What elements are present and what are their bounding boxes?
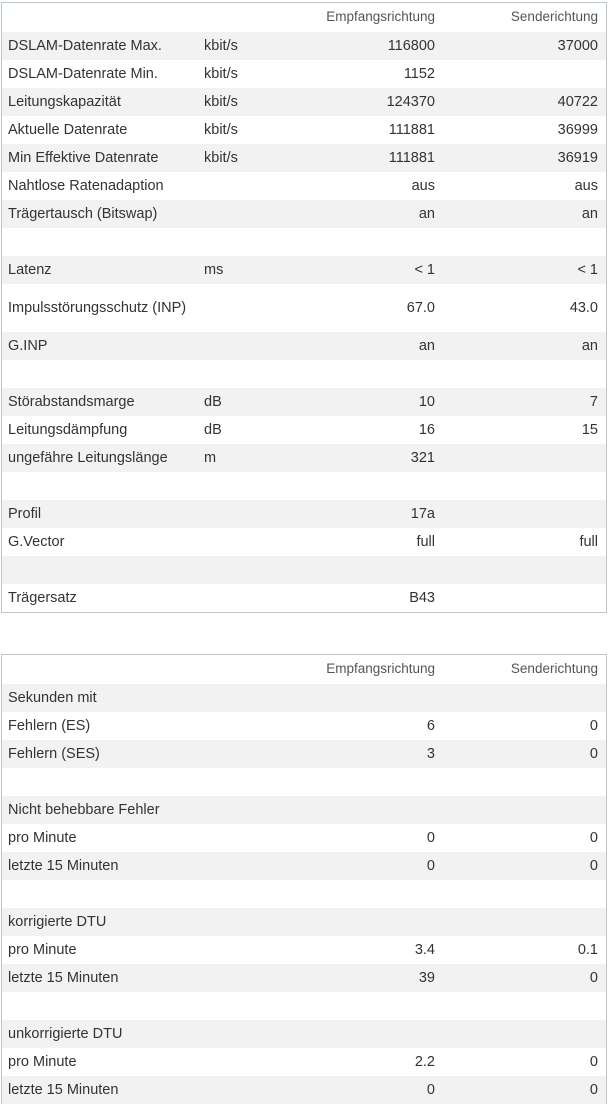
row-label: letzte 15 Minuten <box>8 857 119 874</box>
header-upstream: Senderichtung <box>510 661 598 677</box>
row-downstream-value: < 1 <box>414 261 435 278</box>
row-label <box>2 228 205 256</box>
row-upstream-value: 37000 <box>557 37 598 54</box>
row-upstream-value: full <box>579 533 598 550</box>
row-unit <box>204 472 294 500</box>
row-upstream-value <box>437 556 607 584</box>
row-downstream-value: 6 <box>426 717 435 734</box>
row-downstream-value <box>294 1020 437 1048</box>
row-upstream-value: 15 <box>581 421 598 438</box>
row-upstream-value: < 1 <box>577 261 598 278</box>
table-row <box>2 60 607 88</box>
table-row <box>2 444 607 472</box>
row-unit: kbit/s <box>204 121 238 138</box>
row-upstream-value <box>437 360 607 388</box>
table-row <box>2 992 607 1020</box>
row-label: pro Minute <box>8 829 77 846</box>
row-label: letzte 15 Minuten <box>8 1081 119 1098</box>
row-upstream-value: an <box>581 205 598 222</box>
row-label: Störabstandsmarge <box>8 393 135 410</box>
row-downstream-value: 124370 <box>386 93 435 110</box>
row-upstream-value <box>437 472 607 500</box>
table-row <box>2 360 607 388</box>
table-row <box>2 740 607 768</box>
header-unit <box>204 3 294 32</box>
row-upstream-value: 0 <box>589 745 598 762</box>
row-label <box>2 360 205 388</box>
row-downstream-value: 0 <box>426 829 435 846</box>
row-unit <box>204 684 294 712</box>
row-label: Nicht behebbare Fehler <box>8 801 160 818</box>
row-label: Aktuelle Datenrate <box>8 121 128 138</box>
row-downstream-value <box>294 228 437 256</box>
row-downstream-value: 116800 <box>387 37 435 54</box>
row-downstream-value: 1152 <box>403 65 435 82</box>
row-upstream-value: an <box>581 337 598 354</box>
table-row <box>2 228 607 256</box>
row-label <box>2 880 205 908</box>
row-label: Min Effektive Datenrate <box>8 149 159 166</box>
row-downstream-value <box>294 472 437 500</box>
row-unit: kbit/s <box>204 37 238 54</box>
row-label <box>2 556 205 584</box>
row-unit <box>204 500 294 528</box>
row-upstream-value <box>437 1020 607 1048</box>
table-row <box>2 284 607 332</box>
table-row <box>2 472 607 500</box>
row-upstream-value: 0 <box>589 969 598 986</box>
header-upstream: Senderichtung <box>510 9 598 25</box>
row-upstream-value <box>437 444 607 472</box>
row-downstream-value <box>294 556 437 584</box>
row-downstream-value <box>294 684 437 712</box>
table-row <box>2 584 607 613</box>
table-row <box>2 332 607 360</box>
row-downstream-value: B43 <box>409 589 435 606</box>
row-downstream-value <box>294 992 437 1020</box>
row-label: ungefähre Leitungslänge <box>8 449 168 466</box>
table-row <box>2 500 607 528</box>
row-upstream-value <box>437 60 607 88</box>
row-label: G.INP <box>8 337 48 354</box>
row-unit <box>204 880 294 908</box>
row-upstream-value: 0 <box>589 1081 598 1098</box>
row-label <box>2 472 205 500</box>
row-unit <box>204 284 294 332</box>
row-label: Trägertausch (Bitswap) <box>8 205 158 222</box>
table-row <box>2 416 607 444</box>
table-row <box>2 880 607 908</box>
row-upstream-value <box>437 908 607 936</box>
row-label <box>2 992 205 1020</box>
table-row <box>2 388 607 416</box>
row-downstream-value: 67.0 <box>406 299 435 316</box>
row-unit <box>204 332 294 360</box>
header-downstream: Empfangsrichtung <box>326 661 435 677</box>
row-upstream-value <box>437 684 607 712</box>
table-header-row <box>2 655 607 684</box>
table-row <box>2 936 607 964</box>
row-label: G.Vector <box>8 533 65 550</box>
row-unit <box>204 528 294 556</box>
row-upstream-value <box>437 796 607 824</box>
table-row <box>2 200 607 228</box>
row-label: Profil <box>8 505 42 522</box>
row-unit <box>204 1076 294 1104</box>
table-row <box>2 172 607 200</box>
row-unit <box>204 908 294 936</box>
table-row <box>2 796 607 824</box>
row-unit: dB <box>204 421 222 438</box>
row-label: Impulsstörungsschutz (INP) <box>8 299 187 316</box>
table-row <box>2 256 607 284</box>
row-upstream-value: 0 <box>589 829 598 846</box>
row-downstream-value <box>294 880 437 908</box>
row-upstream-value <box>437 500 607 528</box>
row-downstream-value <box>294 768 437 796</box>
row-upstream-value <box>437 992 607 1020</box>
row-label: Leitungsdämpfung <box>8 421 128 438</box>
row-label: Nahtlose Ratenadaption <box>8 177 164 194</box>
table-row <box>2 88 607 116</box>
row-label: Sekunden mit <box>8 689 97 706</box>
row-downstream-value: 111881 <box>388 121 435 138</box>
row-downstream-value: 3 <box>426 745 435 762</box>
row-unit <box>204 1048 294 1076</box>
row-unit <box>204 200 294 228</box>
row-downstream-value: 2.2 <box>414 1053 435 1070</box>
dsl-line-info-table <box>1 2 607 613</box>
row-upstream-value: 0 <box>589 1053 598 1070</box>
row-downstream-value <box>294 908 437 936</box>
row-unit <box>204 796 294 824</box>
row-unit <box>204 360 294 388</box>
row-unit: kbit/s <box>204 65 238 82</box>
row-downstream-value: 39 <box>418 969 435 986</box>
error-statistics-body <box>2 684 607 1104</box>
row-label: pro Minute <box>8 1053 77 1070</box>
row-upstream-value <box>437 880 607 908</box>
table-row <box>2 528 607 556</box>
row-downstream-value: 10 <box>418 393 435 410</box>
row-downstream-value: an <box>418 205 435 222</box>
row-unit <box>204 712 294 740</box>
table-row <box>2 1048 607 1076</box>
row-label: DSLAM-Datenrate Min. <box>8 65 158 82</box>
row-label: unkorrigierte DTU <box>8 1025 123 1042</box>
dsl-line-info-body <box>2 32 607 613</box>
row-downstream-value <box>294 796 437 824</box>
header-label <box>2 655 205 684</box>
row-unit <box>204 768 294 796</box>
row-label: DSLAM-Datenrate Max. <box>8 37 162 54</box>
row-upstream-value <box>437 228 607 256</box>
row-upstream-value: 0 <box>589 717 598 734</box>
row-upstream-value: 36919 <box>557 149 598 166</box>
row-label: Fehlern (SES) <box>8 745 100 762</box>
table-row <box>2 824 607 852</box>
header-label <box>2 3 205 32</box>
row-unit: m <box>204 449 217 466</box>
row-unit: dB <box>204 393 222 410</box>
table-row <box>2 852 607 880</box>
row-unit <box>204 936 294 964</box>
row-downstream-value: 111881 <box>388 149 435 166</box>
row-unit <box>204 556 294 584</box>
row-label: Fehlern (ES) <box>8 717 91 734</box>
row-upstream-value: 0.1 <box>577 941 598 958</box>
row-label: letzte 15 Minuten <box>8 969 119 986</box>
row-upstream-value <box>437 768 607 796</box>
table-row <box>2 556 607 584</box>
row-unit <box>204 852 294 880</box>
row-label: Leitungskapazität <box>8 93 121 110</box>
row-label: Trägersatz <box>8 589 77 606</box>
row-unit <box>204 584 294 613</box>
row-upstream-value: aus <box>574 177 598 194</box>
table-row <box>2 768 607 796</box>
row-downstream-value: 3.4 <box>414 941 435 958</box>
row-unit <box>204 992 294 1020</box>
row-upstream-value: 43.0 <box>569 299 598 316</box>
row-downstream-value: 0 <box>426 857 435 874</box>
row-upstream-value: 7 <box>589 393 598 410</box>
row-unit: kbit/s <box>204 149 238 166</box>
row-downstream-value: an <box>418 337 435 354</box>
row-downstream-value: full <box>416 533 435 550</box>
row-unit <box>204 824 294 852</box>
row-upstream-value: 40722 <box>557 93 598 110</box>
header-unit <box>204 655 294 684</box>
table-row <box>2 144 607 172</box>
row-label <box>2 768 205 796</box>
row-downstream-value: 16 <box>418 421 435 438</box>
row-unit <box>204 964 294 992</box>
row-unit <box>204 740 294 768</box>
table-row <box>2 116 607 144</box>
table-row <box>2 908 607 936</box>
table-row <box>2 1020 607 1048</box>
row-upstream-value: 0 <box>589 857 598 874</box>
row-downstream-value: 321 <box>410 449 435 466</box>
table-row <box>2 684 607 712</box>
table-header-row <box>2 3 607 32</box>
header-downstream: Empfangsrichtung <box>326 9 435 25</box>
row-unit <box>204 1020 294 1048</box>
row-downstream-value: 0 <box>426 1081 435 1098</box>
row-downstream-value: 17a <box>410 505 435 522</box>
table-row <box>2 712 607 740</box>
row-unit <box>204 228 294 256</box>
row-label: korrigierte DTU <box>8 913 107 930</box>
row-label: Latenz <box>8 261 52 278</box>
row-unit: kbit/s <box>204 93 238 110</box>
row-unit <box>204 172 294 200</box>
row-upstream-value <box>437 584 607 613</box>
row-downstream-value: aus <box>411 177 435 194</box>
table-row <box>2 964 607 992</box>
table-row <box>2 1076 607 1104</box>
error-statistics-table <box>1 654 607 1104</box>
table-row <box>2 32 607 60</box>
row-unit: ms <box>204 261 224 278</box>
row-downstream-value <box>294 360 437 388</box>
row-upstream-value: 36999 <box>557 121 598 138</box>
row-label: pro Minute <box>8 941 77 958</box>
